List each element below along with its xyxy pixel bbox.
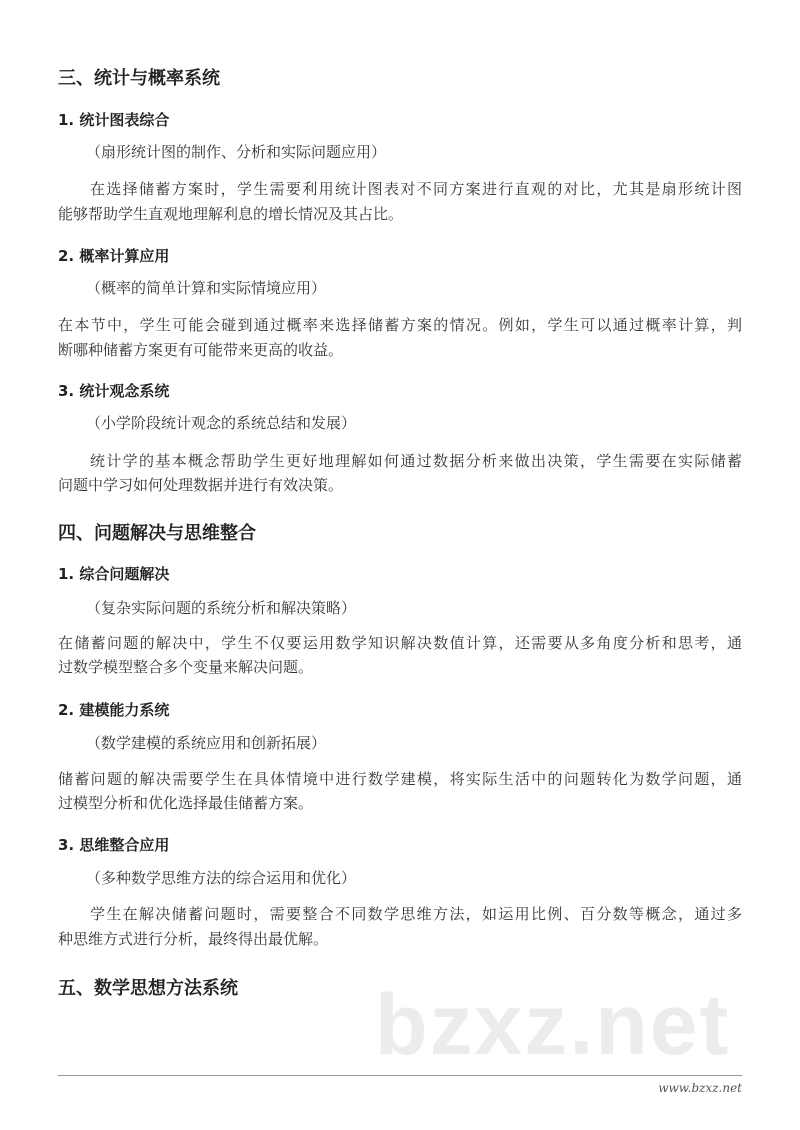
paragraph-line: 储蓄问题的解决需要学生在具体情境中进行数学建模，将实际生活中的问题转化为数学问题，通 bbox=[58, 770, 742, 788]
paragraph-line: 种思维方式进行分析，最终得出最优解。 bbox=[58, 930, 329, 948]
footer-divider bbox=[58, 1075, 742, 1076]
subsection-subtitle: （概率的简单计算和实际情境应用） bbox=[86, 279, 327, 297]
paragraph-line: 在本节中，学生可能会碰到通过概率来选择储蓄方案的情况。例如，学生可以通过概率计算，判 bbox=[58, 316, 742, 334]
subsection-heading: 2. 建模能力系统 bbox=[58, 701, 170, 719]
paragraph-line: 问题中学习如何处理数据并进行有效决策。 bbox=[58, 476, 344, 494]
subsection-heading: 2. 概率计算应用 bbox=[58, 247, 170, 265]
section-3-title: 三、统计与概率系统 bbox=[58, 68, 220, 89]
subsection-subtitle: （数学建模的系统应用和创新拓展） bbox=[86, 734, 327, 752]
footer-url: www.bzxz.net bbox=[658, 1081, 742, 1095]
section-5-title: 五、数学思想方法系统 bbox=[58, 978, 238, 999]
paragraph-line: 在储蓄问题的解决中，学生不仅要运用数学知识解决数值计算，还需要从多角度分析和思考，通 bbox=[58, 634, 742, 652]
paragraph-line: 统计学的基本概念帮助学生更好地理解如何通过数据分析来做出决策，学生需要在实际储蓄 bbox=[90, 452, 742, 470]
paragraph-line: 断哪种储蓄方案更有可能带来更高的收益。 bbox=[58, 341, 344, 359]
subsection-subtitle: （扇形统计图的制作、分析和实际问题应用） bbox=[86, 143, 387, 161]
paragraph-line: 过模型分析和优化选择最佳储蓄方案。 bbox=[58, 794, 314, 812]
subsection-heading: 1. 综合问题解决 bbox=[58, 565, 170, 583]
subsection-heading: 3. 统计观念系统 bbox=[58, 382, 170, 400]
paragraph-line: 学生在解决储蓄问题时，需要整合不同数学思维方法，如运用比例、百分数等概念，通过多 bbox=[90, 905, 742, 923]
subsection-subtitle: （多种数学思维方法的综合运用和优化） bbox=[86, 869, 357, 887]
subsection-subtitle: （小学阶段统计观念的系统总结和发展） bbox=[86, 414, 357, 432]
section-4-title: 四、问题解决与思维整合 bbox=[58, 523, 256, 544]
paragraph-line: 在选择储蓄方案时，学生需要利用统计图表对不同方案进行直观的对比，尤其是扇形统计图 bbox=[90, 180, 742, 198]
subsection-heading: 1. 统计图表综合 bbox=[58, 111, 170, 129]
subsection-subtitle: （复杂实际问题的系统分析和解决策略） bbox=[86, 599, 357, 617]
paragraph-line: 过数学模型整合多个变量来解决问题。 bbox=[58, 658, 314, 676]
paragraph-line: 能够帮助学生直观地理解利息的增长情况及其占比。 bbox=[58, 205, 404, 223]
watermark: bzxz.net bbox=[375, 977, 731, 1073]
subsection-heading: 3. 思维整合应用 bbox=[58, 836, 170, 854]
